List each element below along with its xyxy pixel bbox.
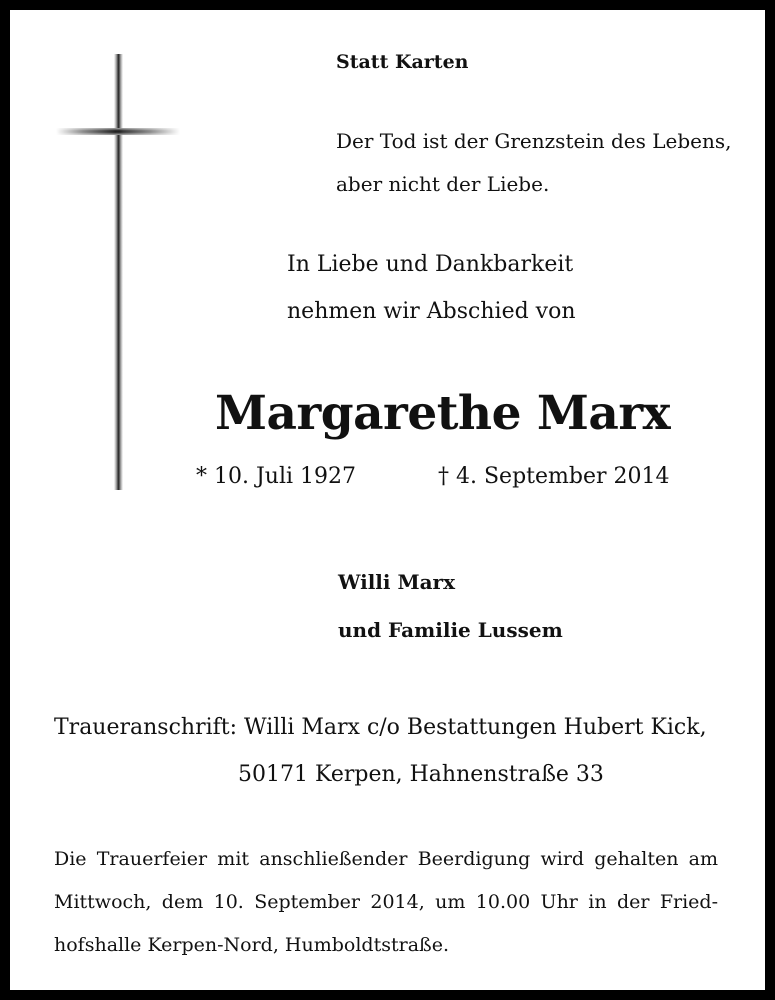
birth-date: * 10. Juli 1927 xyxy=(196,464,357,489)
ceremony-notice xyxy=(54,838,718,967)
family-line-2: und Familie Lussem xyxy=(338,618,563,642)
deceased-name: Margarethe Marx xyxy=(215,386,671,441)
cross-horizontal-beam xyxy=(56,128,180,135)
ceremony-line-2: Mittwoch, dem 10. September 2014, um 10.00 Uhr in der Fried- xyxy=(54,891,718,913)
mourning-address-line-2: 50171 Kerpen, Hahnenstraße 33 xyxy=(238,762,604,787)
death-date: † 4. September 2014 xyxy=(438,464,670,489)
intro-line-2: nehmen wir Abschied von xyxy=(287,299,576,324)
ceremony-line-3: hofshalle Kerpen-Nord, Humboldtstraße. xyxy=(54,934,449,956)
family-line-1: Willi Marx xyxy=(338,570,456,594)
heading-statt-karten: Statt Karten xyxy=(336,51,469,73)
ceremony-line-1: Die Trauerfeier mit anschließender Beerdigung wird gehalten am xyxy=(54,848,718,870)
obituary-notice xyxy=(10,10,765,990)
intro-line-1: In Liebe und Dankbarkeit xyxy=(287,252,574,277)
quote-line-1: Der Tod ist der Grenzstein des Lebens, xyxy=(336,129,732,153)
quote-line-2: aber nicht der Liebe. xyxy=(336,172,550,196)
cross-vertical-beam xyxy=(114,54,123,490)
mourning-address-line-1: Traueranschrift: Willi Marx c/o Bestattungen Hubert Kick, xyxy=(54,715,707,740)
